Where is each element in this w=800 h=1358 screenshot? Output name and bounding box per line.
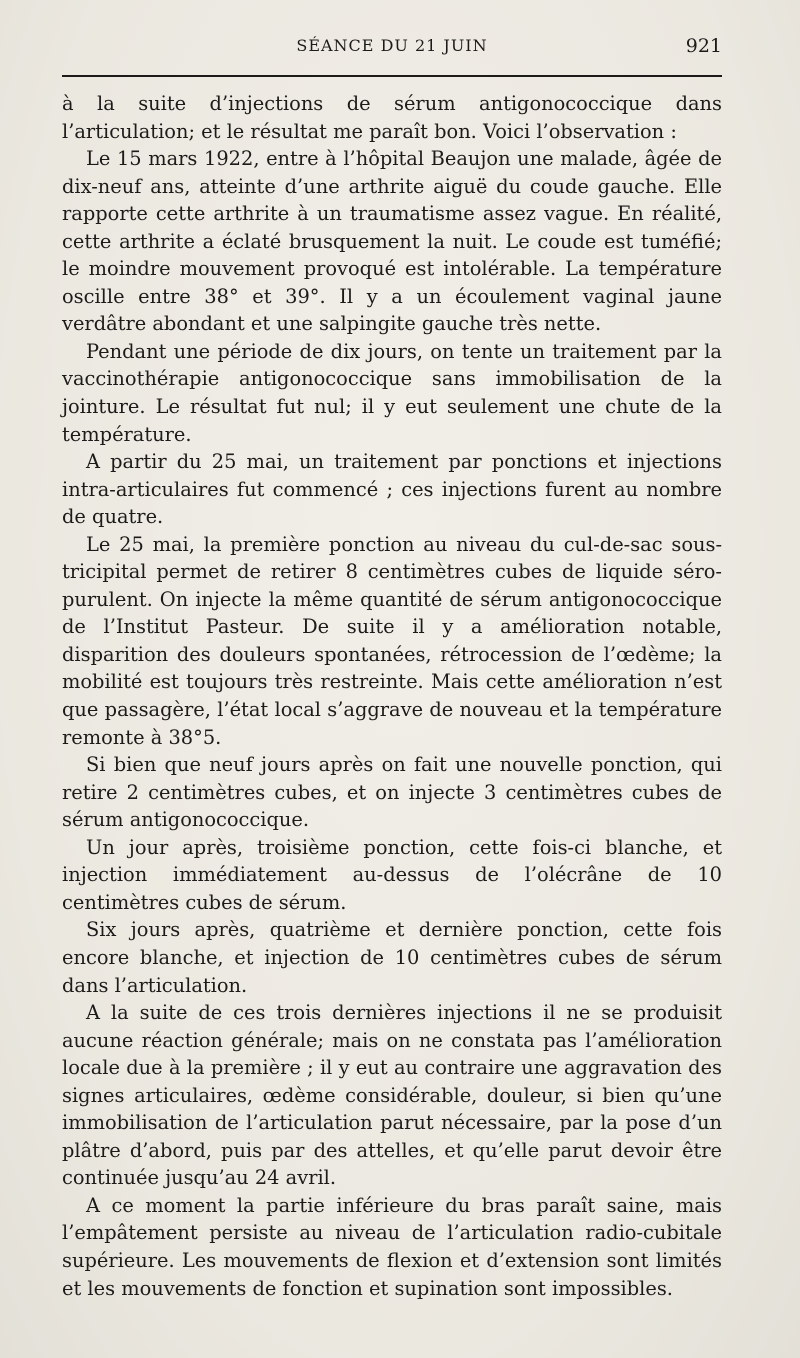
paragraph: A partir du 25 mai, un traitement par ponctions et injections intra-articulaires fut commencé ; ces injections furent au nombre de quatre.	[62, 450, 722, 529]
paragraph: Le 25 mai, la première ponction au niveau du cul-de-sac sous-tricipital permet de retirer 8 centimètres cubes de liquide séro-purulent. On injecte la même quantité de sérum antigonococcique de l’Institut Pasteur. De suite il y a amélioration notable, disparition des douleurs spontanées, rétrocession de l’œdème; la mobilité est toujours très restreinte. Mais cette amélioration n’est que passagère, l’état local s’aggrave de nouveau et la température remonte à 38°5.	[62, 532, 722, 749]
paragraph: A ce moment la partie inférieure du bras paraît saine, mais l’empâtement persiste au niveau de l’articulation radio-cubitale supérieure. Les mouvements de flexion et d’extension sont limités et les mouvements de fonction et supination sont impossibles.	[62, 1193, 722, 1300]
paragraph: Si bien que neuf jours après on fait une nouvelle ponction, qui retire 2 centimètres cubes, et on injecte 3 centimètres cubes de sérum antigonococcique.	[62, 753, 722, 832]
paragraph: Six jours après, quatrième et dernière ponction, cette fois encore blanche, et injection de 10 centimètres cubes de sérum dans l’articulation.	[62, 918, 722, 997]
body-text	[62, 90, 722, 1302]
paragraph: à la suite d’injections de sérum antigonococcique dans l’articulation; et le résultat me paraît bon. Voici l’observation :	[62, 92, 722, 143]
running-head: SÉANCE DU 21 JUIN	[296, 36, 488, 55]
page-number: 921	[685, 35, 722, 57]
page-header	[62, 32, 722, 60]
header-rule	[62, 75, 722, 77]
paragraph: A la suite de ces trois dernières injections il ne se produisit aucune réaction générale; mais on ne constata pas l’amélioration locale due à la première ; il y eut au contraire une aggravation des signes articulaires, œdème considérable, douleur, si bien qu’une immobilisation de l’articulation parut nécessaire, par la pose d’un plâtre d’abord, puis par des attelles, et qu’elle parut devoir être continuée jusqu’au 24 avril.	[62, 1001, 722, 1190]
paragraph: Pendant une période de dix jours, on tente un traitement par la vaccinothérapie antigonococcique sans immobilisation de la jointure. Le résultat fut nul; il y eut seulement une chute de la température.	[62, 339, 722, 446]
paragraph: Un jour après, troisième ponction, cette fois-ci blanche, et injection immédiatement au-dessus de l’olécrâne de 10 centimètres cubes de sérum.	[62, 835, 722, 914]
paragraph: Le 15 mars 1922, entre à l’hôpital Beaujon une malade, âgée de dix-neuf ans, atteinte d’une arthrite aiguë du coude gauche. Elle rapporte cette arthrite à un traumatisme assez vague. En réalité, cette arthrite a éclaté brusquement la nuit. Le coude est tuméfié; le moindre mouvement provoqué est intolérable. La température oscille entre 38° et 39°. Il y a un écoulement vaginal jaune verdâtre abondant et une salpingite gauche très nette.	[62, 147, 722, 336]
